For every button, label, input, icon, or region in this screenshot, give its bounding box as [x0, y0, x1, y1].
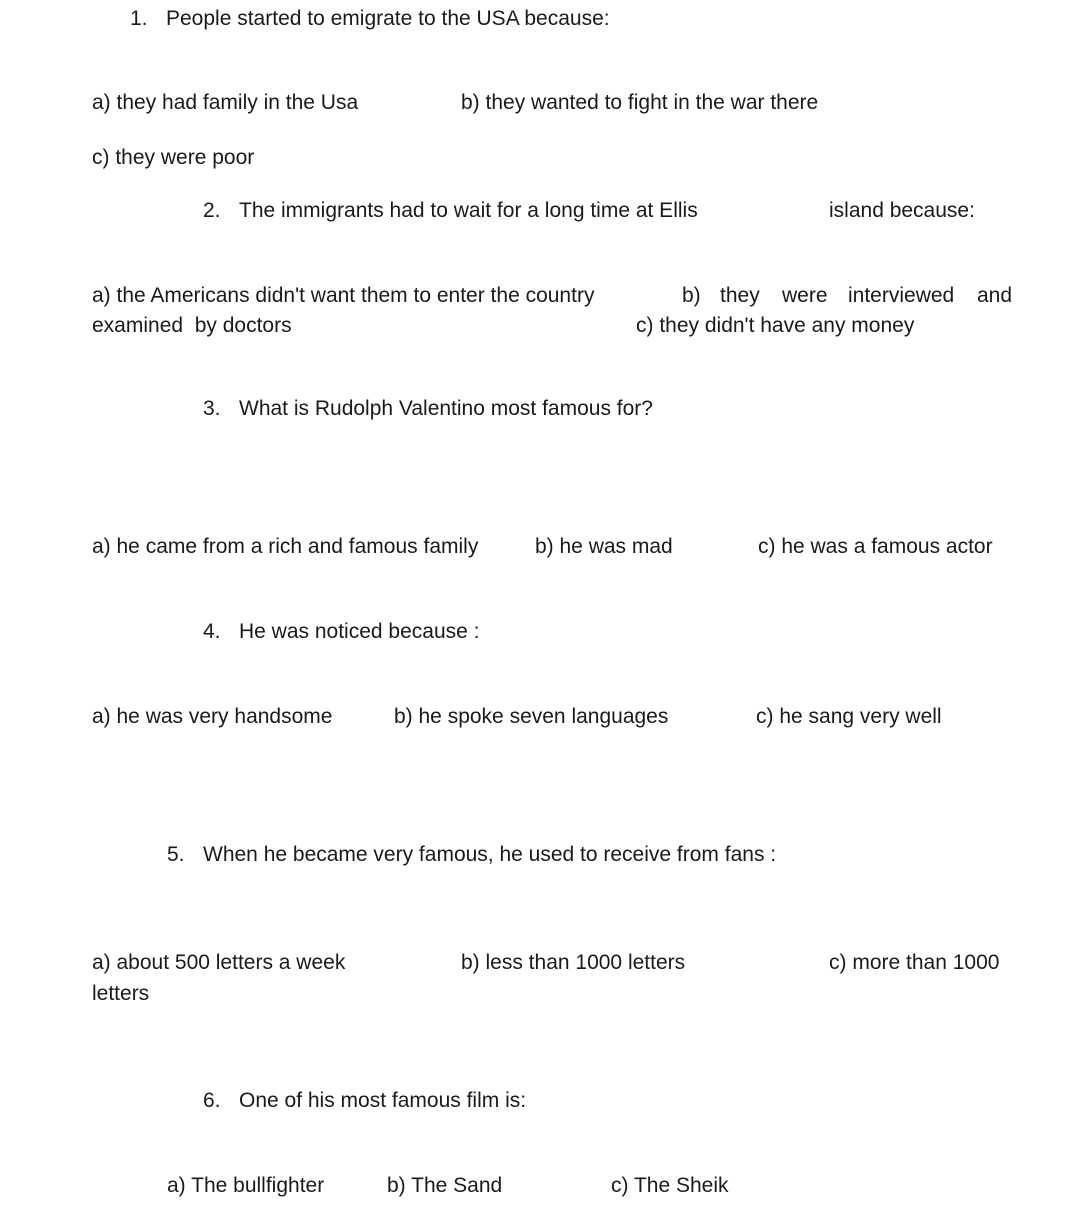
question-2-text-continued: island because:: [829, 199, 975, 222]
question-2-option-b-letter: b): [682, 284, 701, 307]
question-2-option-b-word-4: and: [977, 284, 1013, 307]
question-2-option-b-word-1: they: [720, 284, 760, 307]
question-4-option-c: c) he sang very well: [756, 705, 942, 728]
question-1-option-b: b) they wanted to fight in the war there: [461, 91, 819, 114]
question-1-number: 1.: [130, 7, 148, 30]
question-2: [203, 196, 698, 226]
question-1-option-a: a) they had family in the Usa: [92, 91, 359, 114]
question-3: [203, 394, 653, 424]
question-4: [203, 617, 479, 647]
question-1-option-c: c) they were poor: [92, 146, 255, 169]
question-5-number: 5.: [167, 843, 185, 866]
question-1-text: People started to emigrate to the USA because:: [166, 7, 610, 30]
question-2-number: 2.: [203, 199, 221, 222]
question-6-option-a: a) The bullfighter: [167, 1174, 325, 1197]
question-2-option-a: a) the Americans didn't want them to enter the country: [92, 284, 595, 307]
question-5-option-b: b) less than 1000 letters: [461, 951, 686, 974]
question-3-option-a: a) he came from a rich and famous family: [92, 535, 479, 558]
question-2-option-b-word-3: interviewed: [848, 284, 955, 307]
question-5-option-c: c) more than 1000: [829, 951, 1000, 974]
question-5-option-a: a) about 500 letters a week: [92, 951, 346, 974]
question-3-option-b: b) he was mad: [535, 535, 673, 558]
question-4-text: He was noticed because :: [239, 620, 480, 643]
question-1: [130, 4, 610, 34]
question-6-text: One of his most famous film is:: [239, 1089, 527, 1112]
question-4-option-a: a) he was very handsome: [92, 705, 333, 728]
question-5-option-c-continued: letters: [92, 982, 150, 1005]
question-2-option-c: c) they didn't have any money: [636, 314, 915, 337]
question-5: [167, 840, 776, 870]
question-5-text: When he became very famous, he used to receive from fans :: [203, 843, 777, 866]
question-2-text: The immigrants had to wait for a long time at Ellis: [239, 199, 698, 222]
question-2-option-b-continued: examined by doctors: [92, 314, 292, 337]
question-3-text: What is Rudolph Valentino most famous for?: [239, 397, 653, 420]
question-3-option-c: c) he was a famous actor: [758, 535, 993, 558]
question-6-option-b: b) The Sand: [387, 1174, 503, 1197]
question-6-number: 6.: [203, 1089, 221, 1112]
question-6-option-c: c) The Sheik: [611, 1174, 729, 1197]
question-6: [203, 1086, 526, 1116]
question-4-number: 4.: [203, 620, 221, 643]
question-2-option-b-word-2: were: [782, 284, 828, 307]
question-3-number: 3.: [203, 397, 221, 420]
question-4-option-b: b) he spoke seven languages: [394, 705, 669, 728]
